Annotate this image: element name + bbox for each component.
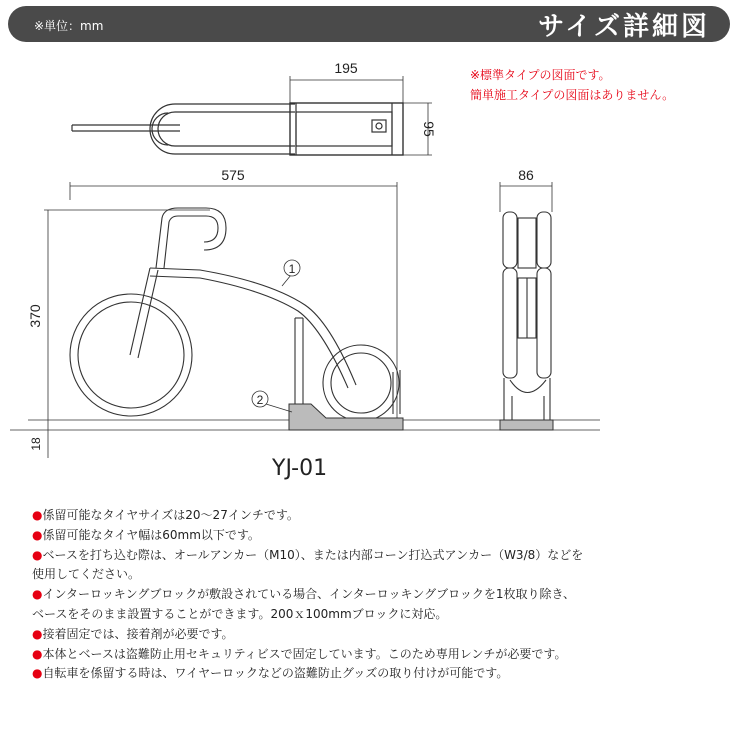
standard-type-note: ※標準タイプの図面です。 bbox=[470, 68, 611, 82]
dimension-95-label: 95 bbox=[421, 121, 437, 137]
note-item: ●インターロッキングブロックが敷設されている場合、インターロッキングブロックを1枚取り除き、 bbox=[32, 587, 576, 602]
technical-drawing bbox=[0, 50, 740, 480]
note-item: ●自転車を係留する時は、ワイヤーロックなどの盗難防止グッズの取り付けが可能です。 bbox=[32, 666, 509, 681]
note-item: ●本体とベースは盗難防止用セキュリティビスで固定しています。このため専用レンチが必要です。 bbox=[32, 646, 567, 661]
page-title: サイズ詳細図 bbox=[538, 12, 710, 42]
notes-list bbox=[32, 506, 732, 684]
dimension-195-label: 195 bbox=[334, 60, 358, 76]
dimension-86 bbox=[500, 182, 552, 212]
note-item: ●係留可能なタイヤサイズは20～27インチです。 bbox=[32, 508, 299, 522]
callout-2-label: 2 bbox=[256, 393, 264, 407]
side-view bbox=[503, 212, 551, 422]
dimension-195 bbox=[290, 76, 403, 103]
callout-1-label: 1 bbox=[288, 262, 296, 276]
dimension-575 bbox=[70, 182, 397, 420]
note-item: 使用してください。 bbox=[32, 567, 141, 582]
side-base-plate bbox=[500, 420, 553, 430]
model-label: YJ-01 bbox=[272, 456, 328, 481]
top-view bbox=[72, 103, 403, 155]
bicycle-rack-front bbox=[70, 208, 400, 421]
base-plate bbox=[289, 404, 403, 430]
note-item: ベースをそのまま設置することができます。200ｘ100mmブロックに対応。 bbox=[32, 606, 448, 621]
dimension-18-label: 18 bbox=[29, 437, 43, 451]
note-item: ●係留可能なタイヤ幅は60mm以下です。 bbox=[32, 527, 260, 542]
simple-type-note: 簡単施工タイプの図面はありません。 bbox=[470, 88, 675, 102]
dimension-575-label: 575 bbox=[221, 167, 245, 183]
unit-label: ※単位：mm bbox=[34, 19, 104, 33]
dimension-86-label: 86 bbox=[518, 167, 534, 183]
note-item: ●接着固定では、接着剤が必要です。 bbox=[32, 626, 234, 641]
note-item: ●ベースを打ち込む際は、オールアンカー（M10）、または内部コーン打込式アンカー（W3/8）などを bbox=[32, 547, 584, 562]
dimension-370-label: 370 bbox=[27, 304, 43, 328]
